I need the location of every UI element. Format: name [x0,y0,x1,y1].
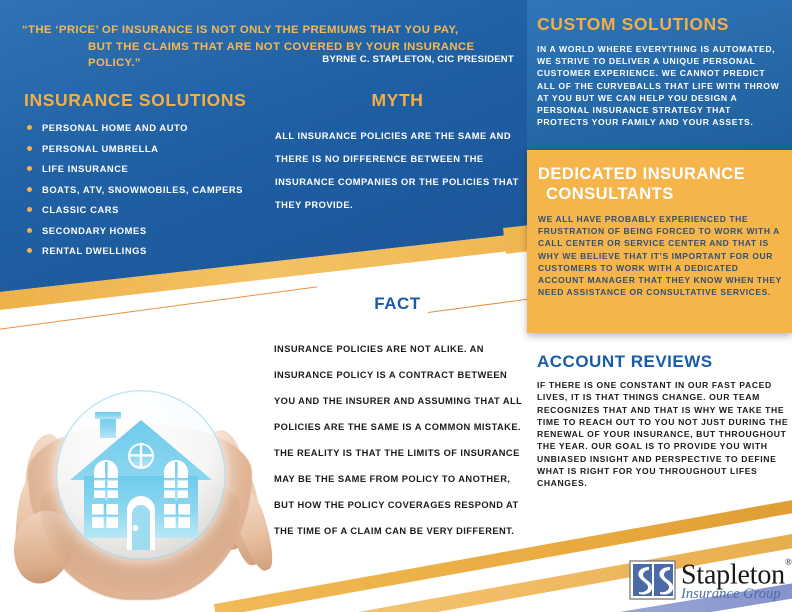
registered-mark-icon: ® [784,557,792,567]
fact-body: INSURANCE POLICIES ARE NOT ALIKE. AN INSURANCE POLICY IS A CONTRACT BETWEEN YOU AND THE INSURER AND ASSUMING THAT ALL POLICIES ARE THE SAME IS A COMMON MISTAKE. THE REALITY IS THAT THE LIMITS OF INSURANCE MAY BE THE SAME FROM POLICY TO ANOTHER, BUT HOW THE POLICY COVERAGES RESPOND AT THE TIME OF A CLAIM CAN BE VERY DIFFERENT. [274,344,523,536]
bullet-icon [27,248,32,253]
logo-wordmark [681,556,792,602]
insurance-solutions-list [24,122,284,256]
dedicated-consultants-heading [538,164,784,204]
fact-section [274,336,524,544]
list-item-label: SECONDARY HOMES [42,224,147,236]
account-reviews-section [537,352,789,490]
custom-solutions-section [537,14,785,128]
myth-body: ALL INSURANCE POLICIES ARE THE SAME AND THERE IS NO DIFFERENCE BETWEEN THE INSURANCE COMPANIES OR THE POLICIES THAT THEY PROVIDE. [275,131,519,210]
list-item [24,245,284,256]
logo-name-text: Stapleton [681,559,785,591]
glass-bubble [56,390,226,560]
list-item [24,184,284,195]
bullet-icon [27,166,32,171]
account-reviews-heading: ACCOUNT REVIEWS [537,352,713,371]
list-item-label: PERSONAL HOME AND AUTO [42,122,188,133]
list-item [24,163,284,174]
dedicated-consultants-heading-line-2: CONSULTANTS [546,185,674,203]
custom-solutions-body: IN A WORLD WHERE EVERYTHING IS AUTOMATED, WE STRIVE TO DELIVER A UNIQUE PERSONAL CUSTOMER EXPERIENCE. WE CANNOT PREDICT ALL OF THE CURVEBALLS THAT LIFE WITH THROW AT YOU BUT WE CAN HELP YOU DESIGN A PERSONAL INSURANCE STRATEGY THAT PROTECTS YOUR FAMILY AND YOUR ASSETS. [537,44,780,128]
logo-name [681,557,792,591]
bullet-icon [27,146,32,151]
pull-quote-line-2: BUT THE CLAIMS THAT ARE NOT COVERED BY YOUR INSURANCE POLICY.” [88,40,475,69]
list-item [24,143,284,154]
stapleton-insurance-group-logo [629,556,792,604]
list-item-label: PERSONAL UMBRELLA [42,142,159,154]
list-item-label: BOATS, ATV, SNOWMOBILES, CAMPERS [42,183,243,195]
account-reviews-body: IF THERE IS ONE CONSTANT IN OUR FAST PACED LIVES, IT IS THAT THINGS CHANGE. OUR TEAM RECOGNIZES THAT AND THAT IS WHY WE TAKE THE TIME TO REACH OUT TO YOU NOT JUST DURING THE RENEWAL OF YOUR INSURANCE, BUT THROUGHOUT THE YEAR. OUR GOAL IS TO PROVIDE YOU WITH UNBIASED INSIGHT AND PERSPECTIVE TO DEFINE WHAT IS RIGHT FOR YOU THROUGHOUT LIFES CHANGES. [537,380,789,489]
hands-holding-house-photo [10,378,280,612]
list-item [24,204,284,215]
pull-quote-line-1: “THE ‘PRICE’ OF INSURANCE IS NOT ONLY THE PREMIUMS THAT YOU PAY, [22,24,459,36]
list-item [24,225,284,236]
dedicated-consultants-body: WE ALL HAVE PROBABLY EXPERIENCED THE FRUSTRATION OF BEING FORCED TO WORK WITH A CALL CENTER OR SERVICE CENTER AND THAT IS WHY WE BELIEVE THAT IT’S IMPORTANT FOR OUR CUSTOMERS TO WORK WITH A DEDICATED ACCOUNT MANAGER THAT THEY KNOW WHEN THEY NEED ASSISTANCE OR CONSULTATIVE SERVICES. [538,214,782,298]
stapleton-s-monogram-icon [629,556,677,604]
bullet-icon [27,125,32,130]
quote-attribution: BYRNE C. STAPLETON, CIC PRESIDENT [322,54,514,65]
logo-tagline: Insurance Group [681,586,781,603]
myth-heading: MYTH [371,90,424,110]
bullet-icon [27,228,32,233]
list-item [24,122,284,133]
list-item-label: RENTAL DWELLINGS [42,245,147,256]
list-item-label: LIFE INSURANCE [42,163,129,174]
custom-solutions-heading: CUSTOM SOLUTIONS [537,14,730,34]
house-icon [64,408,218,550]
list-item-label: CLASSIC CARS [42,204,119,215]
bullet-icon [27,187,32,192]
dedicated-consultants-section [538,164,784,298]
insurance-solutions-section [24,90,284,266]
insurance-solutions-heading: INSURANCE SOLUTIONS [24,90,247,110]
fact-heading: FACT [374,294,421,313]
myth-section [275,90,520,217]
fact-heading-wrap [275,294,520,314]
dedicated-consultants-heading-line-1: DEDICATED INSURANCE [538,165,746,183]
bullet-icon [27,207,32,212]
